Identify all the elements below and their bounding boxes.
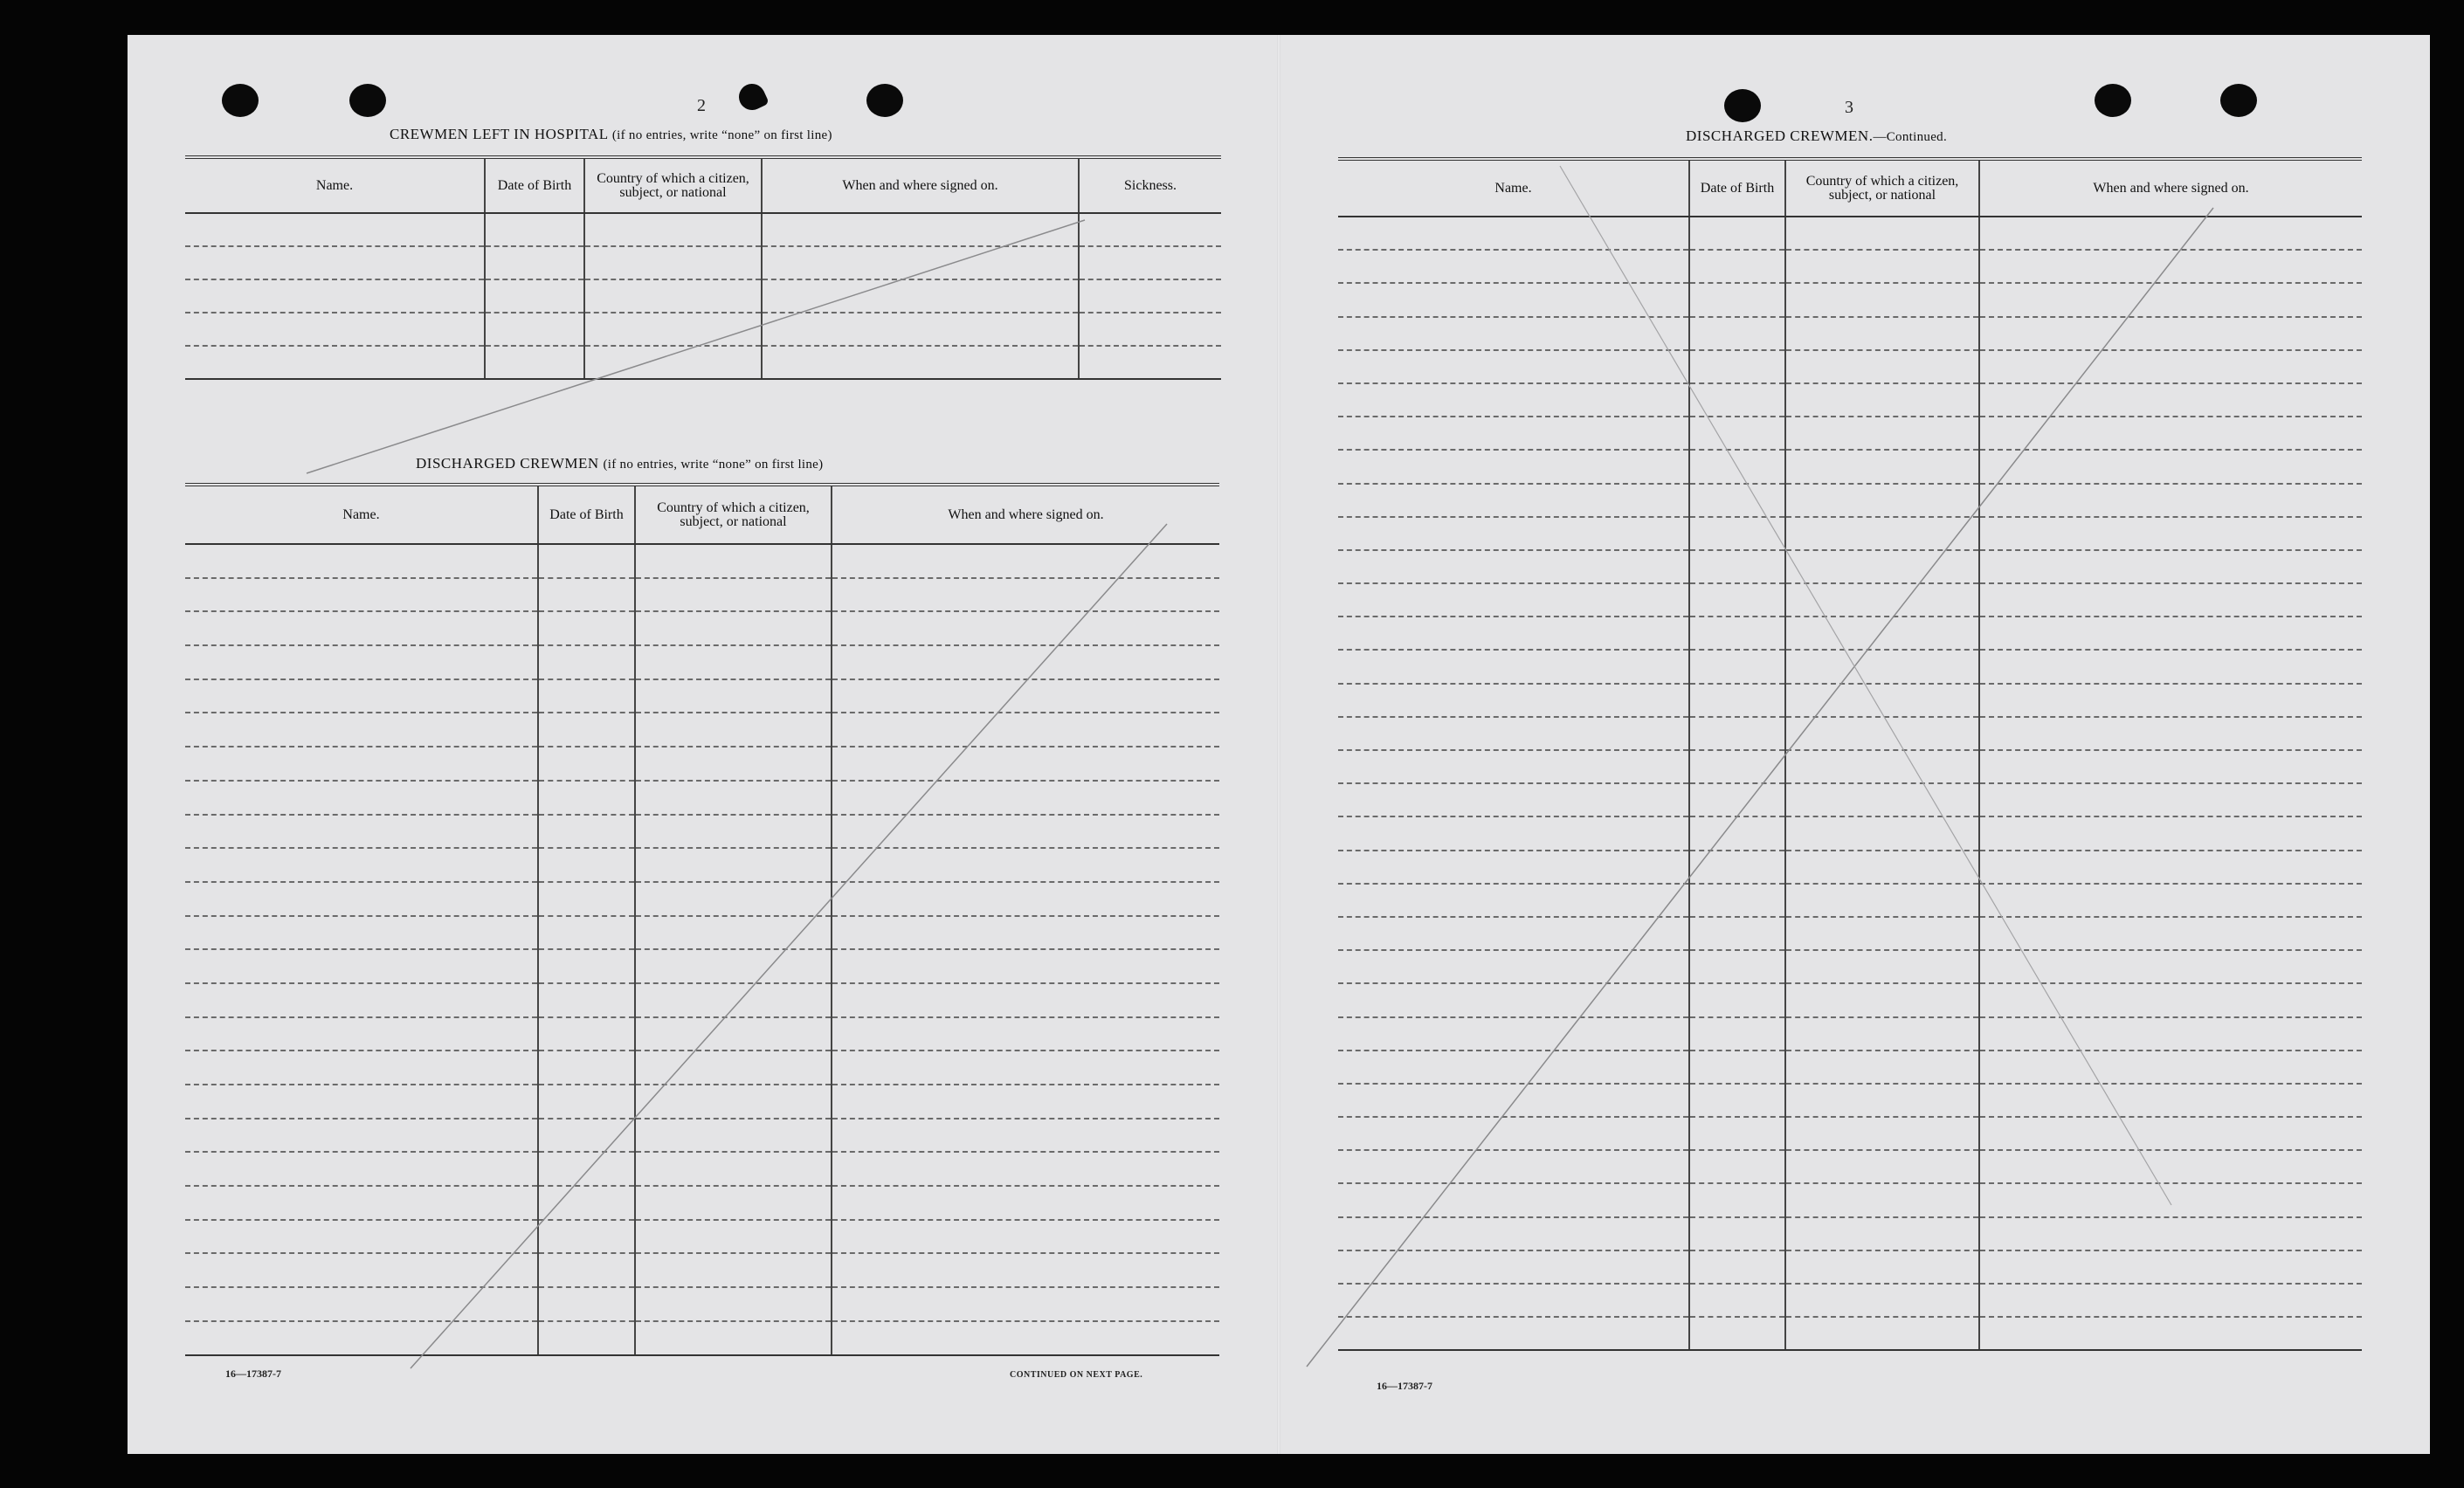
column-header-signed-on: When and where signed on. xyxy=(762,157,1079,213)
page-number: 3 xyxy=(1845,98,1853,117)
section-note: (if no entries, write “none” on first line) xyxy=(603,458,824,472)
column-header-signed-on: When and where signed on. xyxy=(1979,159,2362,217)
document-sheet xyxy=(128,35,2430,1454)
column-header-country: Country of which a citizen, subject, or national xyxy=(1785,159,1979,217)
column-header-date-of-birth: Date of Birth xyxy=(1689,159,1785,217)
strike-line xyxy=(1560,166,2171,1205)
form-code: 16—17387-7 xyxy=(1377,1380,1432,1392)
page-number: 2 xyxy=(697,96,706,115)
strike-line xyxy=(1307,208,2213,1367)
continued-note: CONTINUED ON NEXT PAGE. xyxy=(1010,1370,1143,1380)
column-header-country: Country of which a citizen, subject, or national xyxy=(635,485,832,544)
section-heading: CREWMEN LEFT IN HOSPITAL xyxy=(390,126,609,142)
column-header-country: Country of which a citizen, subject, or national xyxy=(584,157,762,213)
strike-line xyxy=(307,220,1085,473)
column-header-signed-on: When and where signed on. xyxy=(832,485,1219,544)
column-header-sickness: Sickness. xyxy=(1079,157,1221,213)
column-header-date-of-birth: Date of Birth xyxy=(485,157,584,213)
section-heading: DISCHARGED CREWMEN. xyxy=(1686,127,1874,144)
section-heading: DISCHARGED CREWMEN xyxy=(416,455,599,472)
strike-line xyxy=(411,524,1167,1368)
column-header-date-of-birth: Date of Birth xyxy=(538,485,635,544)
form-code: 16—17387-7 xyxy=(225,1367,281,1380)
section-heading-suffix: —Continued. xyxy=(1873,130,1948,144)
section-note: (if no entries, write “none” on first line) xyxy=(611,128,832,142)
pencil-strike-lines xyxy=(128,35,2430,1454)
column-header-name: Name. xyxy=(185,157,485,213)
column-header-name: Name. xyxy=(185,485,538,544)
column-header-name: Name. xyxy=(1338,159,1689,217)
